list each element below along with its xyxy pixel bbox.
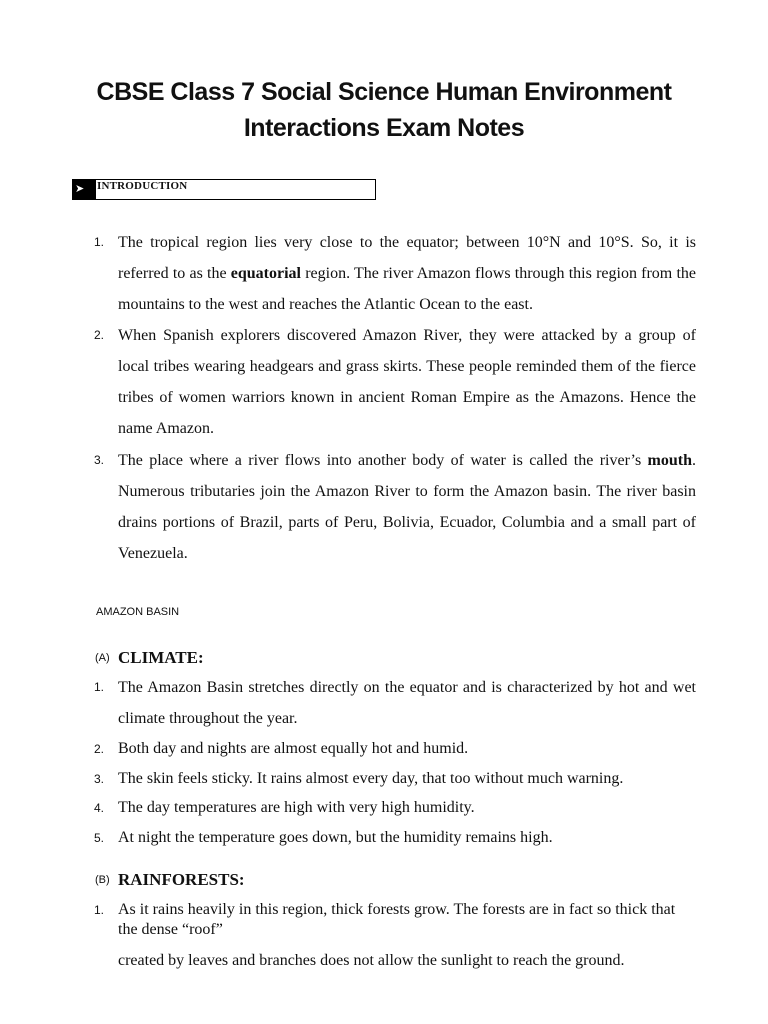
list-item-text: As it rains heavily in this region, thick forests grow. The forests are in fact so thick that the dense “roof”	[118, 901, 676, 938]
list-item-text: The place where a river flows into another body of water is called the river’s mouth. Numerous tributaries join the Amazon River to form the Amazon basin. The river basin drains portions of Brazil, parts of Peru, Bolivia, Ecuador, Columbia and a small part of Venezuela.	[118, 452, 696, 562]
list-item-number: 2.	[94, 328, 105, 342]
list-item-number: 5.	[94, 831, 105, 845]
list-item-text: The Amazon Basin stretches directly on the equator and is characterized by hot and wet climate throughout the year.	[118, 679, 696, 727]
bold-term: mouth	[647, 452, 692, 469]
subheading-letter: (A)	[95, 652, 110, 664]
list-item-number: 1.	[94, 680, 105, 694]
paragraph-continuation: created by leaves and branches does not allow the sunlight to reach the ground.	[118, 952, 625, 969]
list-item-text: At night the temperature goes down, but the humidity remains high.	[118, 829, 553, 846]
list-item-number: 2.	[94, 742, 105, 756]
section-heading: AMAZON BASIN	[96, 606, 180, 618]
arrow-bullet-icon: ➤	[72, 179, 96, 200]
page-title	[96, 74, 672, 146]
list-item-text: The tropical region lies very close to the equator; between 10°N and 10°S. So, it is referred to as the equatorial region. The river Amazon flows through this region from the mountains to the west and reaches the Atlantic Ocean to the east.	[118, 234, 697, 313]
list-item-text: The day temperatures are high with very high humidity.	[118, 799, 475, 816]
page-title-line-1: CBSE Class 7 Social Science Human Environment	[96, 78, 672, 106]
list-item-number: 1.	[94, 903, 105, 917]
subheading-title: CLIMATE:	[118, 648, 204, 667]
subheading-letter: (B)	[95, 874, 110, 886]
introduction-heading: INTRODUCTION	[97, 180, 188, 192]
list-item-text: The skin feels sticky. It rains almost every day, that too without much warning.	[118, 770, 624, 787]
list-item-number: 1.	[94, 235, 105, 249]
list-item-text: When Spanish explorers discovered Amazon River, they were attacked by a group of local tribes wearing headgears and grass skirts. These people reminded them of the fierce tribes of women warriors known in ancient Roman Empire as the Amazons. Hence the name Amazon.	[118, 327, 696, 437]
page-title-line-2: Interactions Exam Notes	[243, 114, 525, 142]
list-item-number: 4.	[94, 801, 105, 815]
subheading-title: RAINFORESTS:	[118, 870, 245, 889]
bold-term: equatorial	[230, 265, 301, 282]
list-item-number: 3.	[94, 453, 105, 467]
list-item-number: 3.	[94, 772, 105, 786]
list-item-text: Both day and nights are almost equally hot and humid.	[118, 740, 469, 757]
